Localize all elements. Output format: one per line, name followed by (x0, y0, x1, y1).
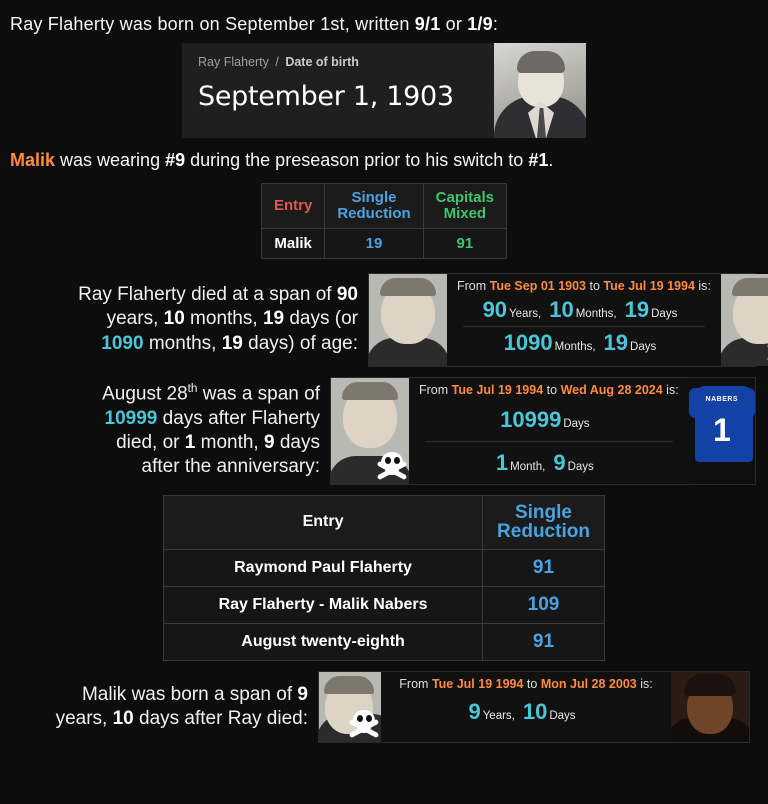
duration-card-2 (330, 377, 756, 485)
header-single-line2: Reduction (497, 521, 590, 543)
cell-single-reduction: 19 (325, 228, 423, 258)
duration-card-1 (368, 273, 756, 367)
duration-card-1-body (447, 274, 721, 366)
span-block-3 (0, 671, 768, 743)
sb1-l1a: Ray Flaherty died at a span of (78, 284, 337, 306)
duration-row-1 (391, 699, 661, 725)
intro-date-a: 9/1 (414, 14, 441, 34)
sb1-1090: 1090 (101, 332, 144, 354)
header-entry: Entry (261, 184, 324, 229)
cell-single-reduction: 109 (483, 587, 605, 624)
unit-days: Days (549, 710, 576, 723)
sb1-l2e: days (or (284, 308, 358, 330)
malik-nabers-photo (671, 672, 749, 742)
table-header-row (261, 184, 506, 229)
sb2-10999: 10999 (104, 407, 158, 429)
header-single-reduction (483, 495, 605, 550)
value-month: 1 (495, 449, 509, 475)
sb3-l1a: Malik was born a span of (81, 684, 298, 706)
malik-part1: was wearing (55, 150, 166, 170)
table-header-row (164, 495, 605, 550)
gematria-table-2 (163, 495, 605, 662)
malik-number-9: #9 (165, 150, 186, 170)
duration-row-1 (419, 407, 679, 433)
from-date: Tue Jul 19 1994 (431, 677, 524, 692)
cell-entry: Malik (261, 228, 324, 258)
table-row (164, 550, 605, 587)
header-single-line2: Reduction (337, 204, 411, 222)
malik-period: . (548, 150, 554, 170)
duration-row-2 (457, 330, 711, 356)
unit-months: Months, (575, 307, 617, 320)
is-label: is: (640, 677, 653, 692)
from-label: From (399, 677, 429, 692)
value-days: 9 (553, 449, 566, 475)
sb2-9: 9 (264, 432, 275, 454)
duration-card-3-body (381, 672, 671, 742)
sb1-l3b: months, (143, 332, 222, 354)
duration-card-2-body (409, 378, 689, 484)
breadcrumb-subject: Ray Flaherty (198, 55, 269, 69)
unit-days-total: Days (563, 417, 590, 430)
table-row (164, 624, 605, 661)
span-block-2 (0, 377, 768, 485)
sb3-l2a: years, (55, 708, 113, 730)
flaherty-face-skull (331, 378, 409, 484)
sb3-l2c: days after Ray died: (133, 708, 308, 730)
skull-icon (349, 710, 379, 740)
to-label: to (546, 382, 558, 397)
from-label: From (457, 278, 487, 293)
gematria-table-1 (261, 183, 507, 259)
span-block-2-text (0, 381, 330, 480)
divider (425, 441, 673, 442)
cell-entry: Ray Flaherty - Malik Nabers (164, 587, 483, 624)
intro-sentence (10, 14, 768, 35)
sb1-90: 90 (336, 284, 358, 306)
intro-suffix: : (492, 14, 499, 34)
sb2-l3e: days (274, 432, 320, 454)
header-caps-line1: Capitals (435, 189, 495, 206)
sb2-l1a: August 28 (102, 383, 188, 405)
cell-single-reduction: 91 (483, 624, 605, 661)
sb1-10: 10 (163, 308, 185, 330)
sb1-l2a: years, (106, 308, 164, 330)
unit-month: Month, (510, 460, 546, 473)
jersey-name: NABERS (705, 395, 739, 403)
sb2-l2b: days after Flaherty (157, 407, 320, 429)
breadcrumb (198, 55, 494, 69)
sb1-l2c: months, (184, 308, 263, 330)
to-label: to (589, 278, 600, 293)
flaherty-face-left (369, 274, 447, 366)
knowledge-card-text (182, 43, 494, 138)
header-single-line1: Single (351, 189, 397, 206)
header-capitals-mixed (423, 184, 506, 229)
date-of-birth-value: September 1, 1903 (198, 81, 454, 112)
divider (463, 326, 705, 327)
sb1-19: 19 (262, 308, 285, 330)
sb1-l3d: days) of age: (242, 332, 358, 354)
ray-flaherty-photo (494, 43, 586, 138)
span-block-1-text (0, 283, 368, 356)
value-years: 90 (482, 296, 508, 322)
header-caps-line2: Mixed (443, 204, 487, 222)
sb2-l4: after the anniversary: (141, 456, 320, 478)
header-single-line1: Single (514, 501, 572, 523)
sb3-9: 9 (297, 684, 308, 706)
intro-prefix: Ray Flaherty was born on September 1st, written (10, 14, 415, 34)
unit-years: Years, (509, 307, 542, 320)
sb2-1: 1 (184, 432, 196, 454)
value-months-total: 1090 (503, 329, 553, 355)
sb3-10: 10 (112, 708, 134, 730)
unit-days-2: Days (630, 340, 657, 353)
unit-months-total: Months, (554, 340, 596, 353)
sb2-ordinal: th (187, 382, 198, 396)
value-years: 9 (468, 699, 481, 725)
knowledge-card (182, 43, 586, 138)
from-date: Tue Jul 19 1994 (451, 382, 544, 397)
table-row (164, 587, 605, 624)
duration-card-3 (318, 671, 750, 743)
flaherty-face-right (721, 274, 768, 366)
span-block-3-text (0, 683, 318, 732)
sb2-l3c: month, (195, 432, 264, 454)
breadcrumb-separator: / (275, 55, 279, 69)
duration-card-2-header (419, 383, 679, 397)
sb2-l1b: was a span of (197, 383, 320, 405)
intro-date-b: 1/9 (467, 14, 493, 34)
from-date: Tue Sep 01 1903 (489, 278, 587, 293)
skull-icon (377, 452, 407, 482)
header-entry: Entry (164, 495, 483, 550)
from-label: From (419, 382, 449, 397)
duration-row-2 (419, 450, 679, 476)
value-days-total: 10999 (500, 406, 562, 432)
duration-card-3-header (391, 677, 661, 691)
value-days: 19 (624, 296, 650, 322)
span-block-1 (0, 273, 768, 367)
jersey-number: 1 (712, 411, 731, 448)
intro-middle: or (440, 14, 468, 34)
sb2-l3a: died, or (116, 432, 185, 454)
duration-card-1-header (457, 279, 711, 293)
is-label: is: (666, 382, 679, 397)
unit-days: Days (651, 307, 678, 320)
malik-part2: during the preseason prior to his switch to (185, 150, 529, 170)
flaherty-face-skull (319, 672, 381, 742)
cell-single-reduction: 91 (483, 550, 605, 587)
breadcrumb-property: Date of birth (285, 55, 359, 69)
duration-row-1 (457, 297, 711, 323)
is-label: is: (698, 278, 711, 293)
to-label: to (526, 677, 538, 692)
nabers-jersey-image (689, 378, 755, 484)
unit-days: Days (567, 460, 594, 473)
header-single-reduction (325, 184, 423, 229)
malik-sentence (10, 150, 768, 171)
unit-years: Years, (482, 710, 515, 723)
malik-number-1: #1 (528, 150, 549, 170)
value-days-2: 19 (603, 329, 629, 355)
value-months: 10 (549, 296, 574, 322)
cell-entry: Raymond Paul Flaherty (164, 550, 483, 587)
table-row (261, 228, 506, 258)
cell-capitals-mixed: 91 (423, 228, 506, 258)
malik-name: Malik (10, 150, 56, 170)
sb1-19b: 19 (221, 332, 243, 354)
to-date: Wed Aug 28 2024 (560, 382, 663, 397)
to-date: Tue Jul 19 1994 (603, 278, 695, 293)
value-days: 10 (522, 699, 548, 725)
to-date: Mon Jul 28 2003 (540, 677, 637, 692)
cell-entry: August twenty-eighth (164, 624, 483, 661)
